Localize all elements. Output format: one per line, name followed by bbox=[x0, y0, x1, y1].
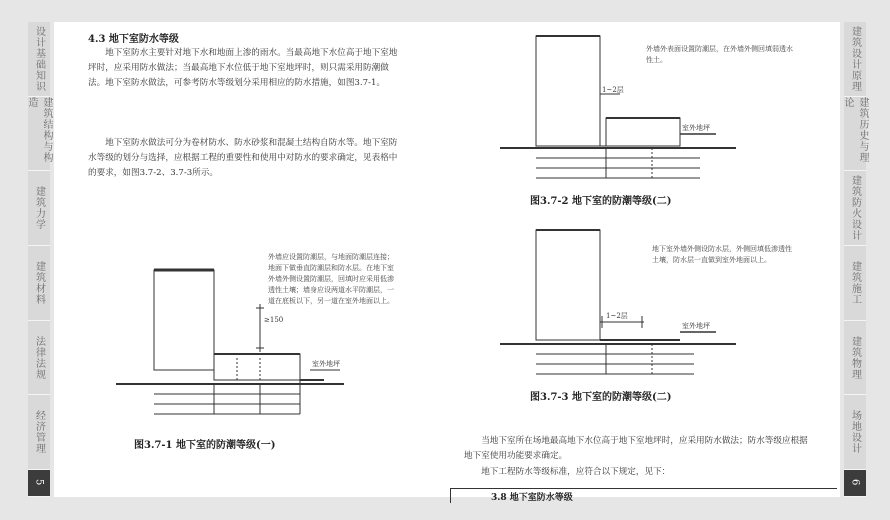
figure-3-note: 地下室外墙外侧设防水层，外侧回填低渗透性土壤，防水层一直做到室外地面以上。 bbox=[652, 245, 792, 264]
right-tab-0[interactable]: 建筑设计原理 bbox=[844, 22, 866, 97]
right-tab-1[interactable]: 建筑历史与理论 bbox=[844, 97, 866, 172]
grade-label-1: 室外地坪 bbox=[312, 360, 340, 368]
dim-label-2: 1~2层 bbox=[602, 86, 624, 94]
left-page bbox=[54, 22, 444, 497]
right-tab-strip bbox=[844, 22, 866, 497]
left-tab-0[interactable]: 设计基础知识 bbox=[28, 22, 50, 97]
left-tab-strip bbox=[28, 22, 50, 497]
figure-3-caption: 图3.7-3 地下室的防潮等级(二) bbox=[530, 392, 672, 403]
book-spread bbox=[54, 22, 840, 503]
right-paragraph: 当地下室所在场地最高地下水位高于地下室地坪时，应采用防水做法；防水等级应根据地下室使用功能要求确定。 bbox=[464, 436, 808, 461]
figure-1-caption: 图3.7-1 地下室的防潮等级(一) bbox=[134, 440, 276, 451]
figure-2-caption: 图3.7-2 地下室的防潮等级(二) bbox=[530, 196, 672, 207]
bottom-table-title: 3.8 地下室防水等级 bbox=[491, 493, 573, 503]
left-tab-active[interactable]: 5 bbox=[28, 470, 50, 497]
section-heading: 4.3 地下室防水等级 bbox=[88, 34, 179, 45]
grade-label-2: 室外地坪 bbox=[682, 124, 710, 132]
dim-label-1: ≥150 bbox=[264, 316, 284, 324]
left-tab-3[interactable]: 建筑材料 bbox=[28, 246, 50, 321]
right-tab-4[interactable]: 建筑物理 bbox=[844, 321, 866, 396]
right-page bbox=[446, 22, 840, 503]
left-tab-1[interactable]: 建筑结构与构造 bbox=[28, 97, 50, 172]
left-tab-2[interactable]: 建筑力学 bbox=[28, 171, 50, 246]
left-tab-4[interactable]: 法律法规 bbox=[28, 321, 50, 396]
left-tab-5[interactable]: 经济管理 bbox=[28, 395, 50, 470]
right-tab-2[interactable]: 建筑防火设计 bbox=[844, 171, 866, 246]
dim-label-3: 1~2层 bbox=[606, 312, 628, 320]
bottom-table-header bbox=[450, 488, 837, 503]
figure-1-diagram bbox=[54, 22, 444, 497]
figure-2-note: 外墙外表面设置防潮层，在外墙外侧回填弱透水性土。 bbox=[646, 45, 793, 64]
right-tab-5[interactable]: 场地设计 bbox=[844, 395, 866, 470]
paragraph-2: 地下室防水做法可分为卷材防水、防水砂浆和混凝土结构自防水等。地下室防水等级的划分与选择，应根据工程的重要性和使用中对防水的要求确定，见表格中的要求，如图3.7-2、3.7-3所示。 bbox=[88, 138, 398, 178]
right-tab-active[interactable]: 6 bbox=[844, 470, 866, 497]
grade-label-3: 室外地坪 bbox=[682, 322, 710, 330]
right-paragraph-b: 地下工程防水等级标准，应符合以下规定，见下： bbox=[481, 467, 671, 477]
figure-1-note: 外墙应设置防潮层，与地面防潮层连接；地面下做垂直防潮层和防水层。在地下室外墙外侧设置防潮层，回填时应采用低渗透性土壤；墙身应设两道水平防潮层，一道在底板以下，另一道在室外地面以上。 bbox=[268, 253, 394, 305]
paragraph-1: 地下室防水主要针对地下水和地面上渗的雨水。当最高地下水位高于地下室地坪时，应采用防水做法；当最高地下水位低于地下室地坪时，则只需采用防潮做法。地下室防水做法，可参考防水等级划分采用相应的防水措施，如图3.7-1。 bbox=[88, 48, 398, 88]
right-tab-3[interactable]: 建筑施工 bbox=[844, 246, 866, 321]
